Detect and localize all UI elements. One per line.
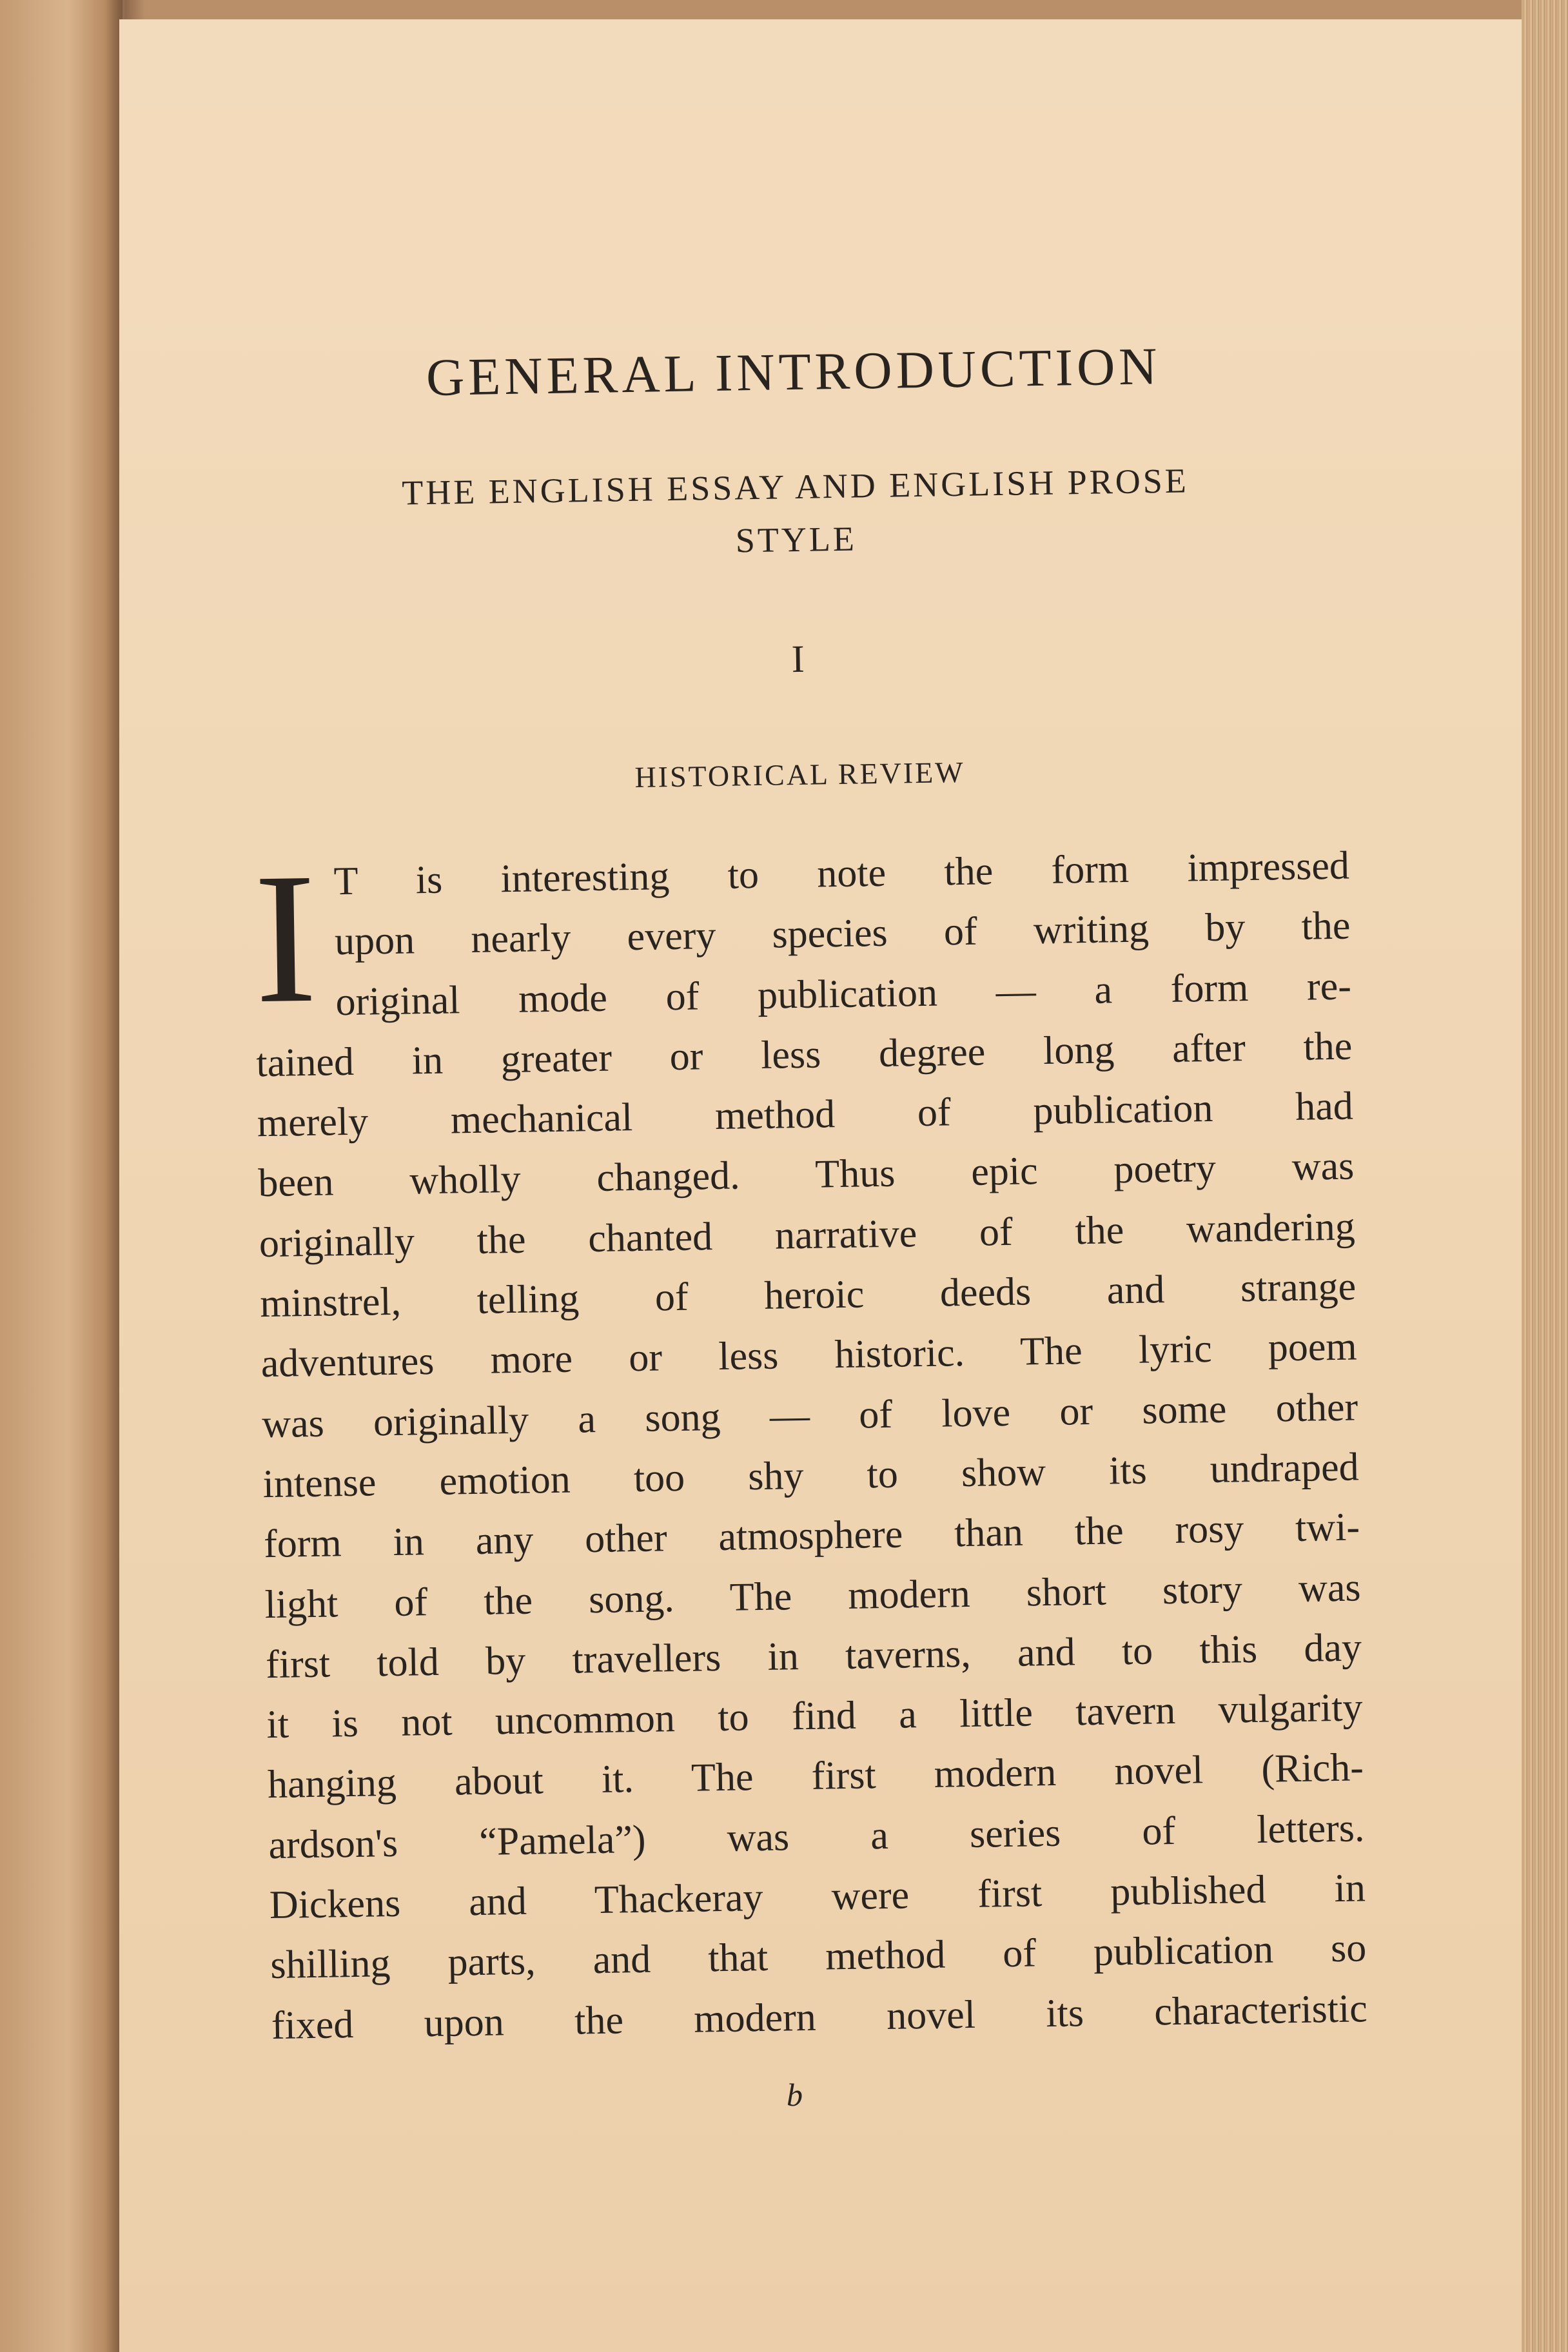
- body-line: form in any other atmosphere than the rosy twi-: [263, 1505, 1360, 1567]
- body-line: been wholly changed. Thus epic poetry was: [257, 1144, 1355, 1206]
- page-title: GENERAL INTRODUCTION: [426, 337, 1162, 407]
- body-line: originally the chanted narrative of the wandering: [259, 1204, 1356, 1266]
- page-folio: b: [787, 2077, 803, 2113]
- body-line: light of the song. The modern short story was: [264, 1565, 1361, 1627]
- subtitle-line-2: STYLE: [735, 519, 858, 560]
- page-content: [245, 333, 1367, 2056]
- body-line: was originally a song — of love or some other: [261, 1385, 1358, 1446]
- body-line: merely mechanical method of publication had: [257, 1084, 1354, 1146]
- page-subtitle: [247, 452, 1344, 575]
- body-text: [253, 836, 1367, 2056]
- subtitle-line-1: THE ENGLISH ESSAY AND ENGLISH PROSE: [401, 461, 1190, 513]
- body-line: hanging about it. The first modern novel (Rich-: [267, 1745, 1364, 1807]
- drop-cap: I: [252, 834, 318, 1043]
- body-line: shilling parts, and that method of publication so: [270, 1926, 1367, 1988]
- body-line: minstrel, telling of heroic deeds and strange: [259, 1264, 1357, 1326]
- body-line: intense emotion too shy to show its undraped: [262, 1445, 1360, 1507]
- section-title: HISTORICAL REVIEW: [634, 755, 966, 794]
- section-number: I: [791, 637, 805, 681]
- left-page: [0, 0, 122, 2352]
- book-page: [119, 19, 1531, 2352]
- body-line: original mode of publication — a form re-: [335, 964, 1352, 1024]
- body-line: adventures more or less historic. The lyric poem: [260, 1324, 1358, 1386]
- body-line: ardson's “Pamela”) was a series of letters.: [268, 1806, 1365, 1867]
- body-line: fixed upon the modern novel its characteristic: [271, 1986, 1368, 2048]
- body-line: upon nearly every species of writing by the: [334, 903, 1351, 964]
- body-line: first told by travellers in taverns, and to this day: [265, 1625, 1362, 1687]
- body-line: T is interesting to note the form impressed: [333, 843, 1350, 904]
- body-line: it is not uncommon to find a little tavern vulgarity: [266, 1685, 1363, 1747]
- body-line: Dickens and Thackeray were first published in: [269, 1866, 1366, 1928]
- body-line: tained in greater or less degree long after the: [255, 1024, 1353, 1086]
- page-edge: [1522, 0, 1568, 2352]
